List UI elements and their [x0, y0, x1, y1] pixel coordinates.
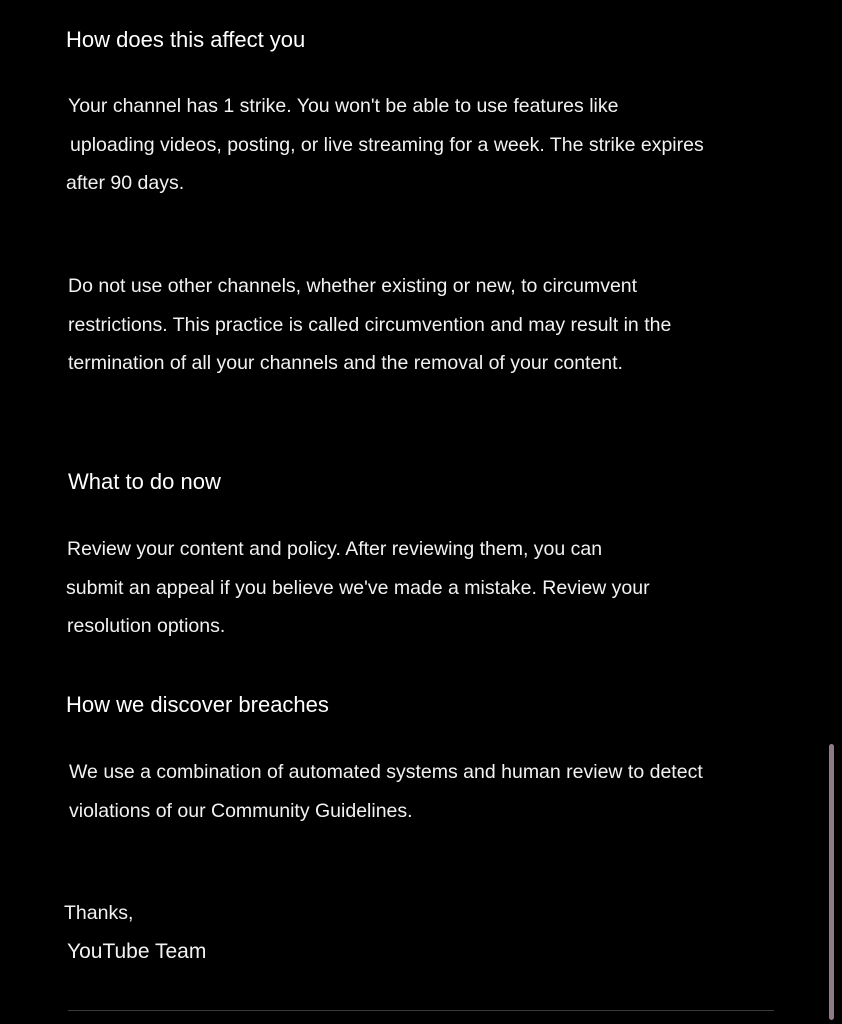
affect-paragraph-strike [66, 87, 704, 203]
text-line: submit an appeal if you believe we've made a mistake. Review your [66, 576, 650, 599]
text-line: resolution options. [67, 615, 226, 637]
section-heading-affect: How does this affect you [66, 27, 306, 52]
text-line: Review your content and policy. After reviewing them, you can [67, 538, 603, 560]
signoff [64, 894, 206, 971]
affect-paragraph-circumvention [68, 267, 671, 383]
text-line: termination of all your channels and the removal of your content. [68, 352, 623, 374]
text-line: after 90 days. [66, 172, 185, 194]
text-line: restrictions. This practice is called circumvention and may result in the [68, 313, 672, 336]
scrollbar-thumb[interactable] [829, 744, 834, 1020]
signoff-thanks: Thanks, [64, 902, 134, 924]
text-line: violations of our Community Guidelines. [69, 799, 413, 822]
text-line: uploading videos, posting, or live streaming for a week. The strike expires [70, 133, 704, 156]
text-line: Your channel has 1 strike. You won't be able to use features like [68, 95, 619, 117]
text-line: We use a combination of automated systems and human review to detect [69, 761, 703, 783]
text-line: Do not use other channels, whether existing or new, to circumvent [68, 275, 638, 297]
todo-paragraph [66, 530, 650, 646]
section-heading-todo: What to do now [68, 469, 221, 494]
signoff-team: YouTube Team [67, 939, 207, 963]
footer-divider [68, 1010, 774, 1011]
section-heading-breaches: How we discover breaches [66, 692, 329, 717]
breaches-paragraph [69, 753, 703, 830]
